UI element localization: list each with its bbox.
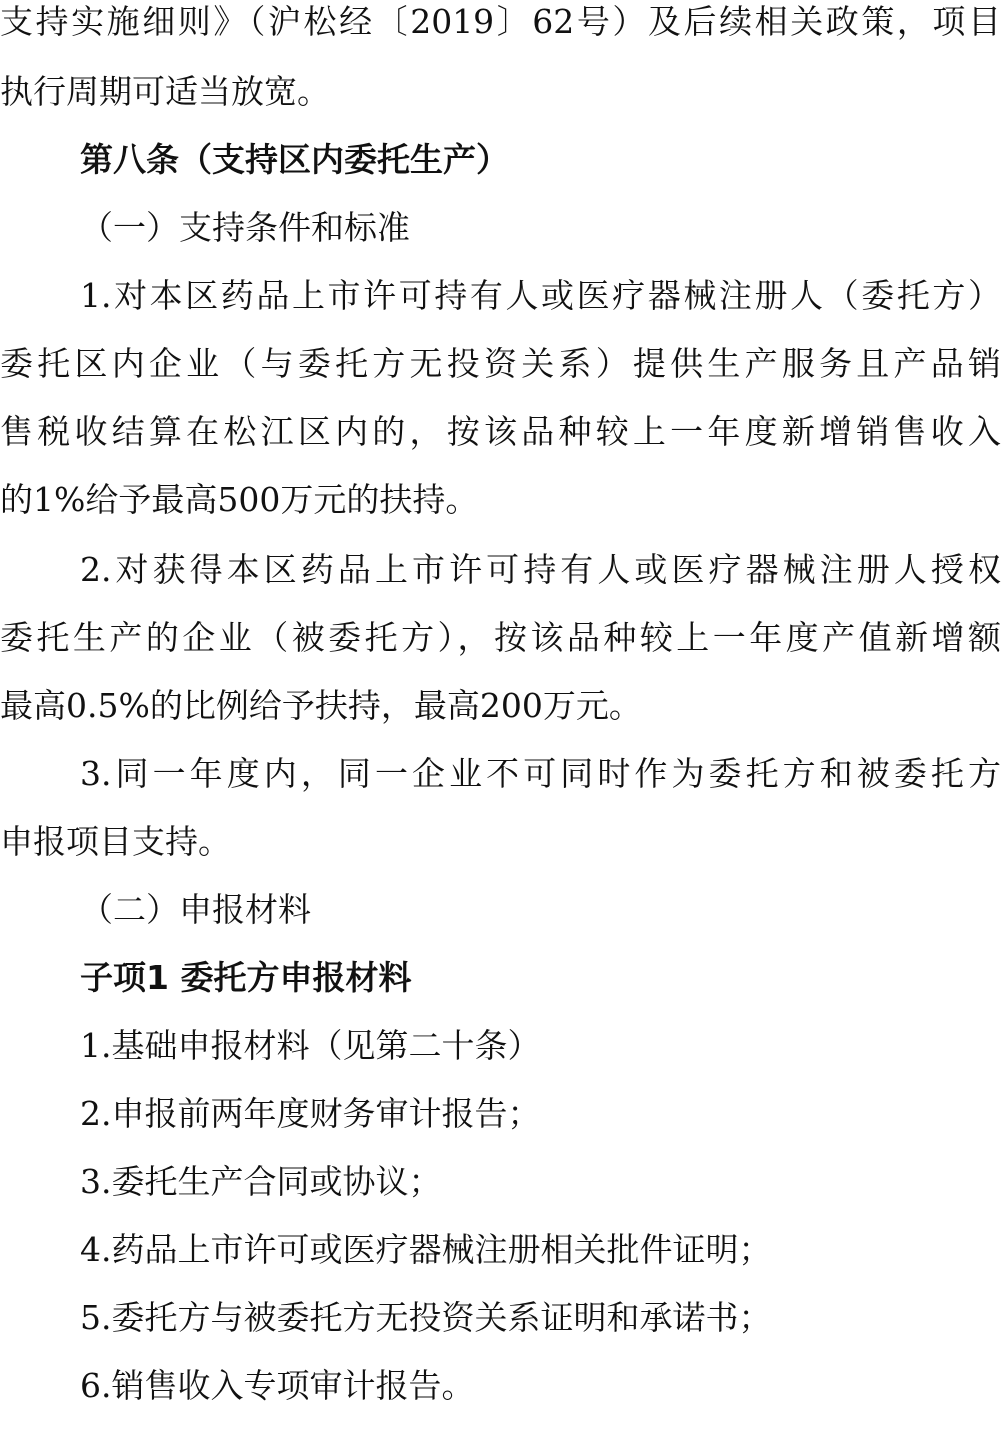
paragraph-line: 委托生产的企业（被委托方），按该品种较上一年度产值新增额 [0, 618, 1001, 657]
paragraph-line: 委托区内企业（与委托方无投资关系）提供生产服务且产品销 [0, 344, 1001, 383]
paragraph-line: 执行周期可适当放宽。 [0, 72, 330, 111]
section-heading: （二）申报材料 [80, 890, 311, 929]
paragraph-line: 1.对本区药品上市许可持有人或医疗器械注册人（委托方） [80, 276, 1001, 315]
list-item: 5.委托方与被委托方无投资关系证明和承诺书； [80, 1298, 772, 1337]
section-heading: （一）支持条件和标准 [80, 208, 410, 247]
list-item: 1.基础申报材料（见第二十条） [80, 1026, 541, 1065]
paragraph-line: 的1%给予最高500万元的扶持。 [0, 480, 479, 519]
paragraph-line: 最高0.5%的比例给予扶持，最高200万元。 [0, 686, 642, 725]
paragraph-line: 支持实施细则》（沪松经〔2019〕62号）及后续相关政策，项目 [0, 2, 1001, 41]
list-item: 6.销售收入专项审计报告。 [80, 1366, 475, 1405]
article-heading: 第八条（支持区内委托生产） [80, 140, 509, 179]
subitem-heading: 子项1 委托方申报材料 [80, 958, 412, 997]
list-item: 3.委托生产合同或协议； [80, 1162, 442, 1201]
paragraph-line: 售税收结算在松江区内的，按该品种较上一年度新增销售收入 [0, 412, 1001, 451]
list-item: 2.申报前两年度财务审计报告； [80, 1094, 541, 1133]
paragraph-line: 申报项目支持。 [0, 822, 231, 861]
paragraph-line: 3.同一年度内，同一企业不可同时作为委托方和被委托方 [80, 754, 1001, 793]
paragraph-line: 2.对获得本区药品上市许可持有人或医疗器械注册人授权 [80, 550, 1001, 589]
list-item: 4.药品上市许可或医疗器械注册相关批件证明； [80, 1230, 772, 1269]
